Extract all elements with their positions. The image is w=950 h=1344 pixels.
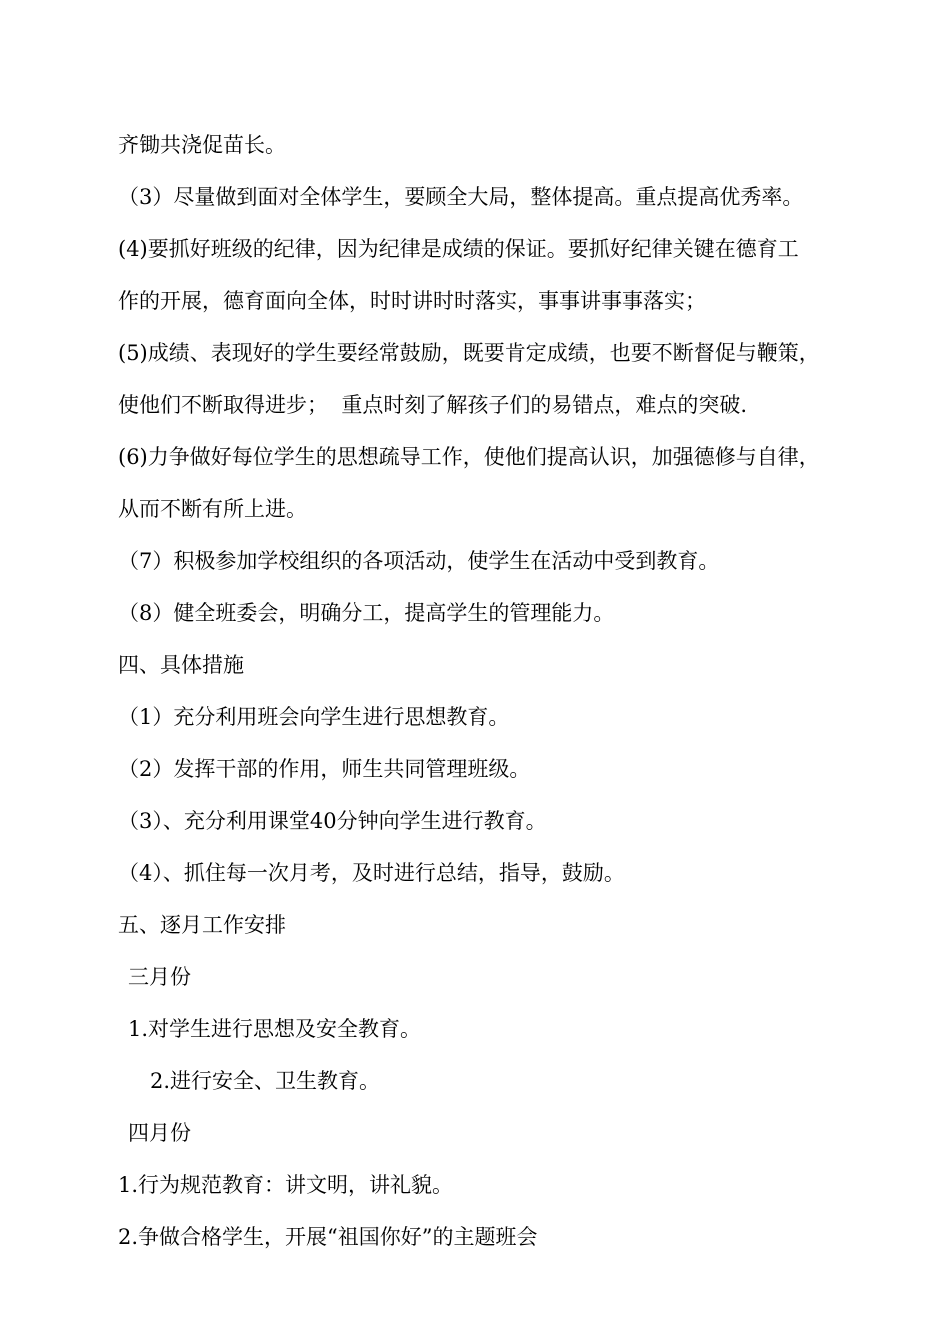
text-line: (6)力争做好每位学生的思想疏导工作，使他们提高认识，加强德修与自律， (118, 445, 820, 469)
text-line: 2.进行安全、卫生教育。 (150, 1069, 381, 1093)
text-line: (4)要抓好班级的纪律，因为纪律是成绩的保证。要抓好纪律关键在德育工 (118, 237, 799, 261)
text-line: （8）健全班委会，明确分工，提高学生的管理能力。 (118, 601, 615, 625)
text-line: （1）充分利用班会向学生进行思想教育。 (118, 705, 510, 729)
text-line: 使他们不断取得进步； 重点时刻了解孩子们的易错点，难点的突破. (118, 393, 748, 417)
text-line: 作的开展，德育面向全体，时时讲时时落实，事事讲事事落实； (118, 289, 706, 313)
section-heading: 四、具体措施 (118, 653, 244, 677)
text-line: 齐锄共浇促苗长。 (118, 133, 286, 157)
month-heading: 三月份 (128, 965, 191, 989)
text-line: （3）尽量做到面对全体学生，要顾全大局，整体提高。重点提高优秀率。 (118, 185, 804, 209)
text-line: 1.对学生进行思想及安全教育。 (128, 1017, 422, 1041)
text-line: （3）、充分利用课堂40分钟向学生进行教育。 (118, 809, 547, 833)
text-line: 从而不断有所上进。 (118, 497, 307, 521)
text-line: （2）发挥干部的作用，师生共同管理班级。 (118, 757, 531, 781)
section-heading: 五、逐月工作安排 (118, 913, 286, 937)
text-line: (5)成绩、表现好的学生要经常鼓励，既要肯定成绩，也要不断督促与鞭策， (118, 341, 820, 365)
month-heading: 四月份 (128, 1121, 191, 1145)
text-line: 2.争做合格学生，开展“祖国你好”的主题班会 (118, 1225, 538, 1249)
text-line: 1.行为规范教育：讲文明，讲礼貌。 (118, 1173, 454, 1197)
text-line: （7）积极参加学校组织的各项活动，使学生在活动中受到教育。 (118, 549, 720, 573)
text-line: （4）、抓住每一次月考，及时进行总结，指导，鼓励。 (118, 861, 625, 885)
